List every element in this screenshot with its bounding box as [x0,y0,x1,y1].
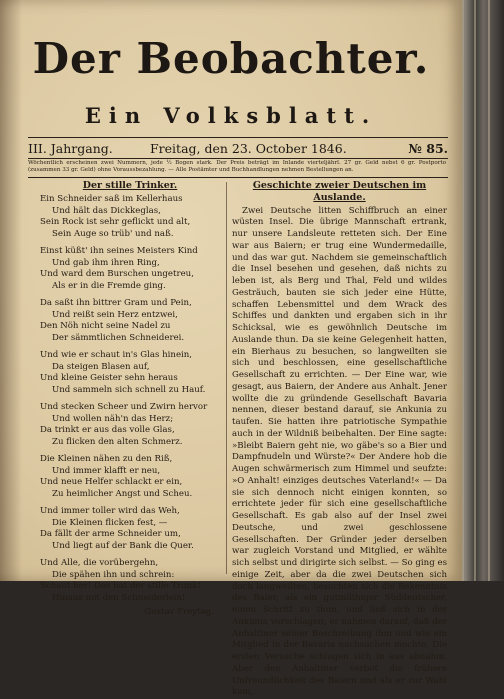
poem-title: Der stille Trinker. [40,180,220,192]
poem-line: Hinaus mit den Schneiderlein! [40,593,220,605]
story-title: Geschichte zweier Deutschen im Auslande. [232,180,447,204]
poem-line: Da trinkt er aus das volle Glas, [40,425,220,437]
poem-line: Zu flicken den alten Schmerz. [40,437,220,449]
info-rule [28,158,448,159]
poem-column [40,180,220,619]
poem-signature: Gustav Freytag. [40,607,220,619]
poem-line: Und liegt auf der Bank die Quer. [40,541,220,553]
poem-line: Als er in die Fremde ging. [40,281,220,293]
masthead-title: Der Beobachter. [0,34,462,83]
poem-line: Und Alle, die vorübergehn, [40,558,220,570]
poem-line: Die spähen ihn und schrein: [40,570,220,582]
poem-line: Und wollen näh'n das Herz; [40,414,220,426]
story-column [232,180,447,699]
poem-line: Schaut her! Das hat der stille Trunk! [40,581,220,593]
top-rule [28,137,448,138]
poem-line: Ein Schneider saß im Kellerhaus [40,194,220,206]
subscription-notice: Wöchentlich erscheinen zwei Nummern, jede ½ Bogen stark. Der Preis beträgt im Inlande vierteljährl. 27 gr. Geld nebst 6 gr. Postporto (zusammen 33 gr. Geld) ohne Voraussbezahlung. — Alle Postämter und Buchhandlungen nehmen Bestellungen an. [28,160,446,175]
poem-line: Da fällt der arme Schneider um, [40,529,220,541]
poem-stanzas [40,194,220,605]
poem-line: Und hält das Dickkeglas, [40,206,220,218]
poem-line: Und stecken Scheer und Zwirn hervor [40,402,220,414]
poem-line: Einst küßt' ihn seines Meisters Kind [40,246,220,258]
story-paragraph: Zwei Deutsche litten Schiffbruch an einer wüsten Insel. Die übrige Mannschaft ertrank, nur unsere Landsleute retteten sich. Der Eine war aus Baiern; er trug eine Wundermedaille, und das war gut. Nachdem sie gemeinschaftlich die Insel besehen und gesehen, daß nichts zu leben ist, als Berg und Thal, Feld und wildes Gesträuch, bauten sie sich jeder eine Hütte, schaffen Lebensmittel und dem Wrack des Schiffes und dankten und ergaben sich in ihr Schicksal, wie es gewöhnlich Deutsche im Auslande thun. Da sie keine Gelegenheit hatten, ein Bierhaus zu besuchen, so langweilten sie sich und beschlossen, eine gesellschaftliche Gesellschaft zu errichten. — Der Eine war, wie gesagt, aus Baiern, der Andere aus Anhalt. Jener wollte die zu gründende Gesellschaft Bavaria nennen, dieser bestand darauf, sie Ankunia zu taufen. Sie hatten ihre patriotische Sympathie auch in der Wildniß beibehalten. Der Eine sagte: »Bleibt Baiern geht nie, wo gäbe's so a Bier und Dampfnudeln und Würste?« Der Andere hob die Augen schwärmerisch zum Himmel und seufzte: »O Anhalt! einziges deutsches Vaterland!« — Da sie sich dennoch nicht einigen konnten, so errichtete jeder für sich eine gesellschaftliche Gesellschaft. Es gab also auf der Insel zwei Deutsche, und zwei geschlossene Gesellschaften. Der Gründer jeder derselben war zugleich Vorstand und Mitglied, er wählte sich selbst und dirigirte sich selbst. — So ging es einige Zeit, aber da die zwei Deutschen sich doch langweilten, besuchten sich die Bekenntnis des Baier, als ein gutmüthiger Süddeutscher, einen Schritt zu thun, und ließ sich in der Ankunia vorschlagen; er nahmen darauf, daß der Anhaltiner seiner Beschreibung ihm und wie ein Mitglied in der Bavaria nachsuchen mochte. Die ersten Versuche schlugen sich in aus abnahm. Aber den Anhaltiner verbot die frühere Unfreundlichkeit des Baiern und als er zur Wahl kam, [232,206,447,699]
poem-line: Zu heimlicher Angst und Scheu. [40,489,220,501]
notice-rule [28,177,448,178]
volume-label: III. Jahrgang. [28,141,113,156]
poem-line: Den Nöh nicht seine Nadel zu [40,321,220,333]
page-gutter-shadow [0,0,22,581]
poem-line: Und immer toller wird das Weh, [40,506,220,518]
poem-line: Und immer klafft er neu, [40,466,220,478]
poem-line: Und wie er schaut in's Glas hinein, [40,350,220,362]
poem-line: Und ward dem Burschen ungetreu, [40,269,220,281]
poem-line: Die Kleinen flicken fest, — [40,518,220,530]
poem-line: Und reißt sein Herz entzwei, [40,310,220,322]
poem-line: Und gab ihm ihren Ring, [40,258,220,270]
story-body [232,206,447,699]
poem-line: Sein Rock ist sehr geflickt und alt, [40,217,220,229]
poem-line: Und sammeln sich schnell zu Hauf. [40,385,220,397]
issue-number: № 85. [408,141,448,156]
column-divider [226,182,227,574]
masthead-subtitle: Ein Volksblatt. [0,103,462,128]
poem-line: Sein Auge so trüb' und naß. [40,229,220,241]
poem-line: Da saßt ihn bittrer Gram und Pein, [40,298,220,310]
poem-line: Da steigen Blasen auf, [40,362,220,374]
poem-line: Und neue Helfer schlackt er ein, [40,477,220,489]
issue-date: Freitag, den 23. October 1846. [150,141,347,156]
poem-line: Der sämmtlichen Schneiderei. [40,333,220,345]
poem-line: Die Kleinen nähen zu den Riß, [40,454,220,466]
poem-line: Und kleine Geister sehn heraus [40,373,220,385]
